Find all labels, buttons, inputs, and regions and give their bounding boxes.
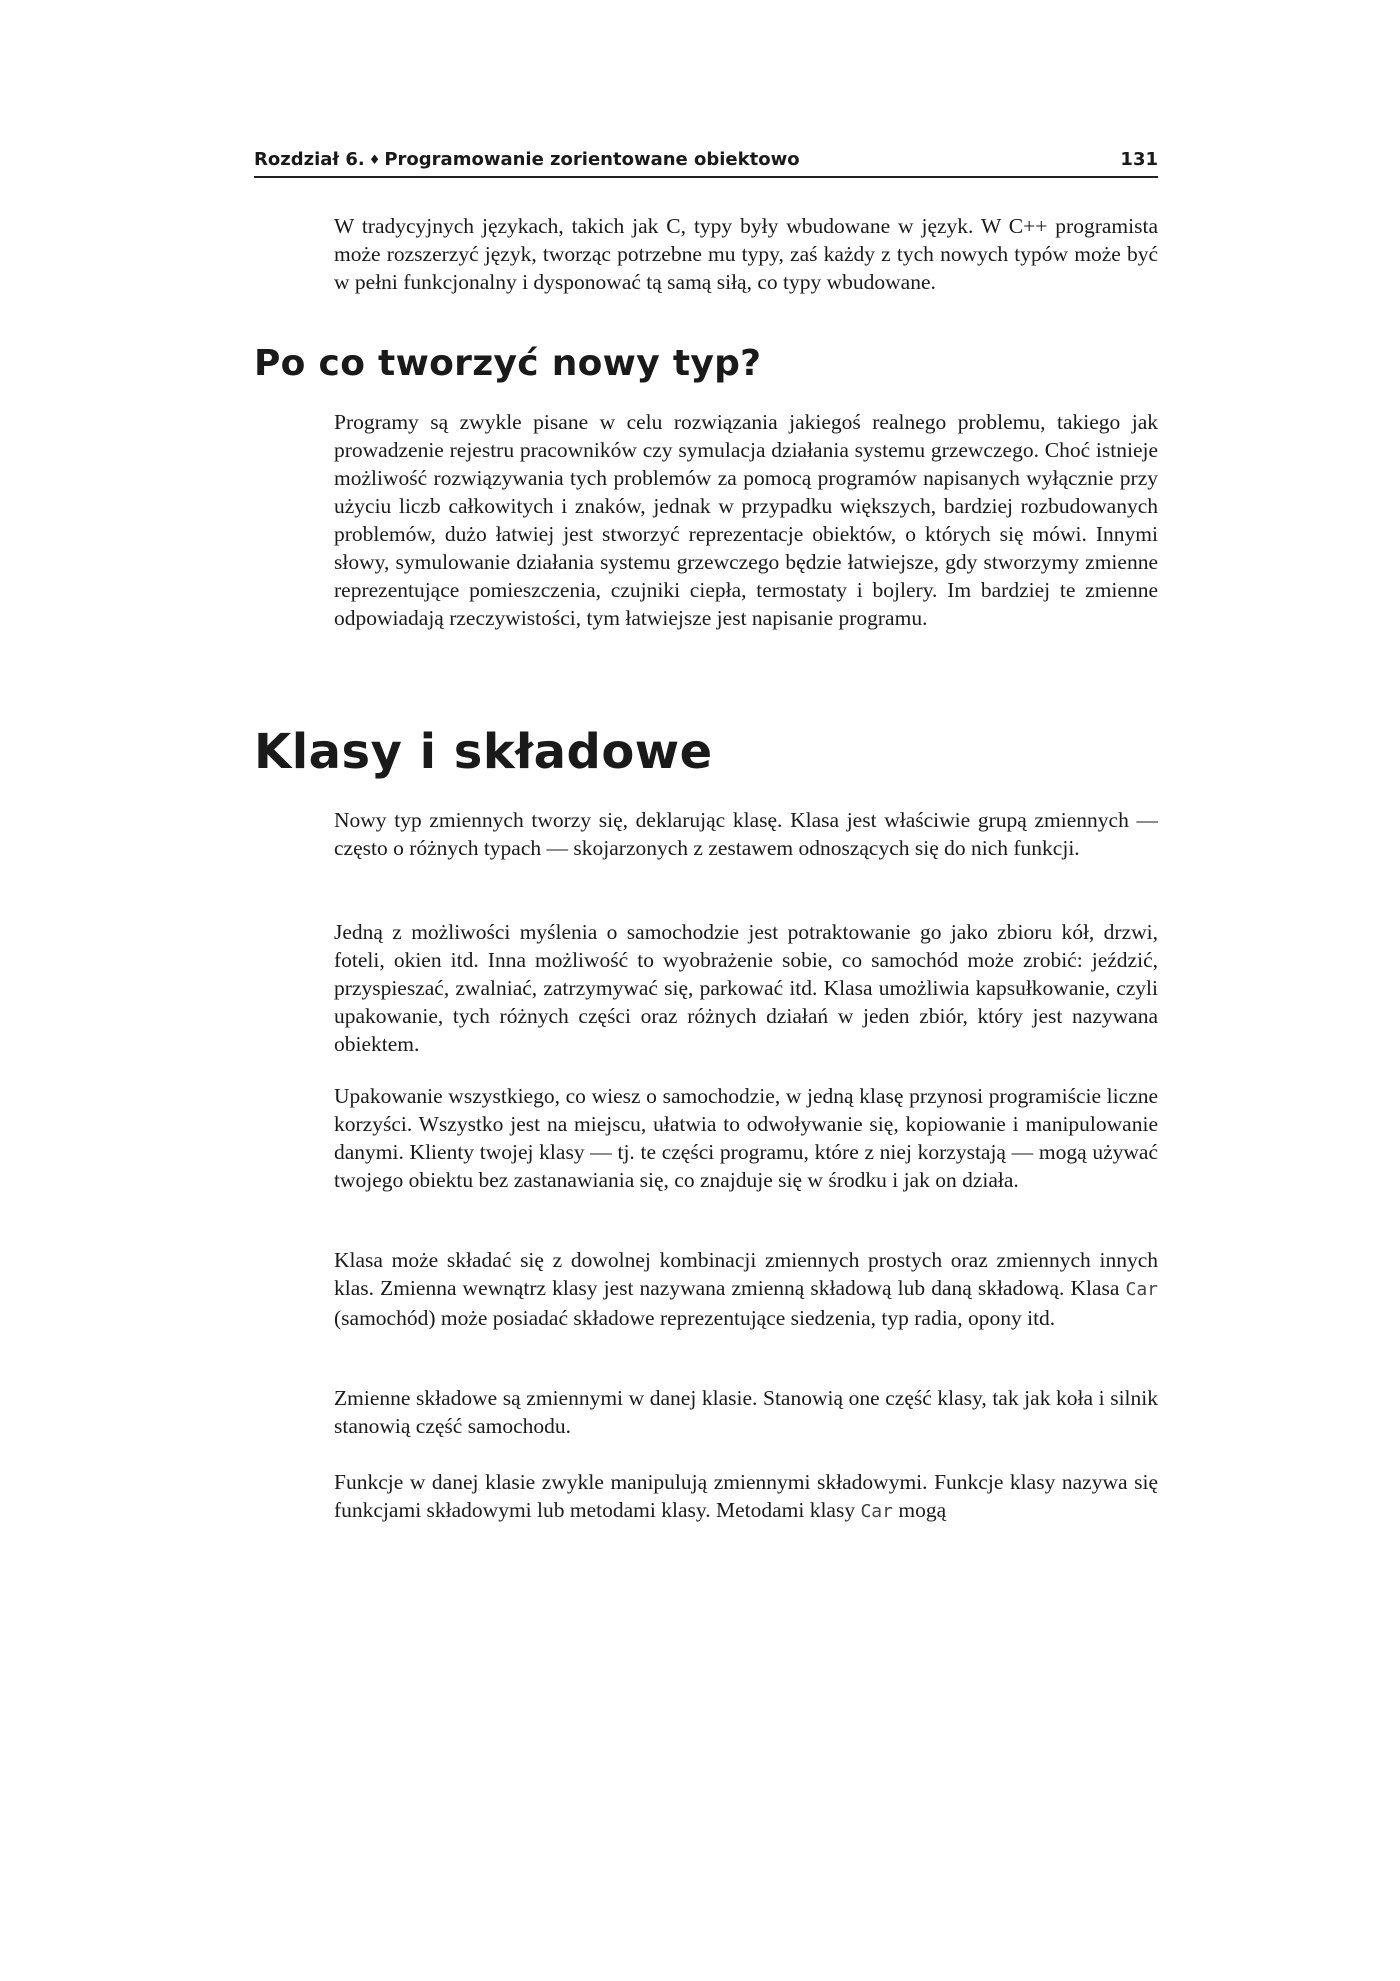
p6-text-before: Funkcje w danej klasie zwykle manipulują zmiennymi składowymi. Funkcje klasy nazywa się funkcjami składowymi lub metodami klasy. Metodami klasy — [334, 1470, 1158, 1522]
classes-text-1 — [334, 806, 1158, 862]
classes-paragraph-5: Zmienne składowe są zmiennymi w danej klasie. Stanowią one część klasy, tak jak koła i silnik stanowią część samochodu. — [334, 1386, 1158, 1438]
classes-text-6 — [334, 1468, 1158, 1526]
classes-text-5 — [334, 1384, 1158, 1440]
classes-text-3 — [334, 1082, 1158, 1194]
chapter-label: Rozdział 6. — [254, 149, 365, 170]
classes-paragraph-1: Nowy typ zmiennych tworzy się, deklarując klasę. Klasa jest właściwie grupą zmiennych — często o różnych typach — skojarzonych z zestawem odnoszących się do nich funkcji. — [334, 808, 1158, 860]
classes-paragraph-6 — [334, 1468, 1158, 1526]
classes-paragraph-2: Jedną z możliwości myślenia o samochodzie jest potraktowanie go jako zbioru kół, drzwi, foteli, okien itd. Inna możliwość to wyobrażenie sobie, co samochód może zrobić: jeździć, przyspieszać, zwalniać, zatrzymywać się, parkować itd. Klasa umożliwia kapsułkowanie, czyli upakowanie, tych różnych części oraz różnych działań w jeden zbiór, który jest nazywana obiektem. — [334, 920, 1158, 1056]
heading-why-new-type: Po co tworzyć nowy typ? — [254, 343, 762, 384]
classes-text-4 — [334, 1246, 1158, 1332]
p6-text-after: mogą — [892, 1498, 947, 1522]
why-text — [334, 408, 1158, 632]
page-number: 131 — [1120, 149, 1158, 170]
code-car-2: Car — [860, 1501, 893, 1522]
why-paragraph: Programy są zwykle pisane w celu rozwiązania jakiegoś realnego problemu, takiego jak prowadzenie rejestru pracowników czy symulacja działania systemu grzewczego. Choć istnieje możliwość rozwiązywania tych problemów za pomocą programów napisanych wyłącznie przy użyciu liczb całkowitych i znaków, jednak w przypadku większych, bardziej rozbudowanych problemów, dużo łatwiej jest stworzyć reprezentacje obiektów, o których się mówi. Innymi słowy, symulowanie działania systemu grzewczego będzie łatwiejsze, gdy stworzymy zmienne reprezentujące pomieszczenia, czujniki ciepła, termostaty i bojlery. Im bardziej te zmienne odpowiadają rzeczywistości, tym łatwiejsze jest napisanie programu. — [334, 410, 1158, 630]
classes-text-2 — [334, 918, 1158, 1058]
classes-paragraph-4 — [334, 1246, 1158, 1332]
intro-text — [334, 212, 1158, 296]
heading-classes-and-members: Klasy i składowe — [254, 724, 713, 780]
classes-paragraph-3: Upakowanie wszystkiego, co wiesz o samochodzie, w jedną klasę przynosi programiście liczne korzyści. Wszystko jest na miejscu, ułatwia to odwoływanie się, kopiowanie i manipulowanie danymi. Klienty twojej klasy — tj. te części programu, które z niej korzystają — mogą używać twojego obiektu bez zastanawiania się, co znajduje się w środku i jak on działa. — [334, 1084, 1158, 1192]
section-label: Programowanie zorientowane obiektowo — [384, 149, 800, 170]
diamond-separator-icon: ♦ — [368, 153, 381, 168]
intro-paragraph: W tradycyjnych językach, takich jak C, typy były wbudowane w język. W C++ programista może rozszerzyć język, tworząc potrzebne mu typy, zaś każdy z tych nowych typów może być w pełni funkcjonalny i dysponować tą samą siłą, co typy wbudowane. — [334, 214, 1158, 294]
p4-text-after: (samochód) może posiadać składowe reprezentujące siedzenia, typ radia, opony itd. — [334, 1306, 1056, 1330]
running-header — [254, 146, 1158, 178]
p4-text-before: Klasa może składać się z dowolnej kombinacji zmiennych prostych oraz zmiennych innych klas. Zmienna wewnątrz klasy jest nazywana zmienną składową lub daną składową. Klasa — [334, 1248, 1158, 1300]
code-car: Car — [1125, 1279, 1158, 1300]
chapter-title — [254, 146, 800, 176]
